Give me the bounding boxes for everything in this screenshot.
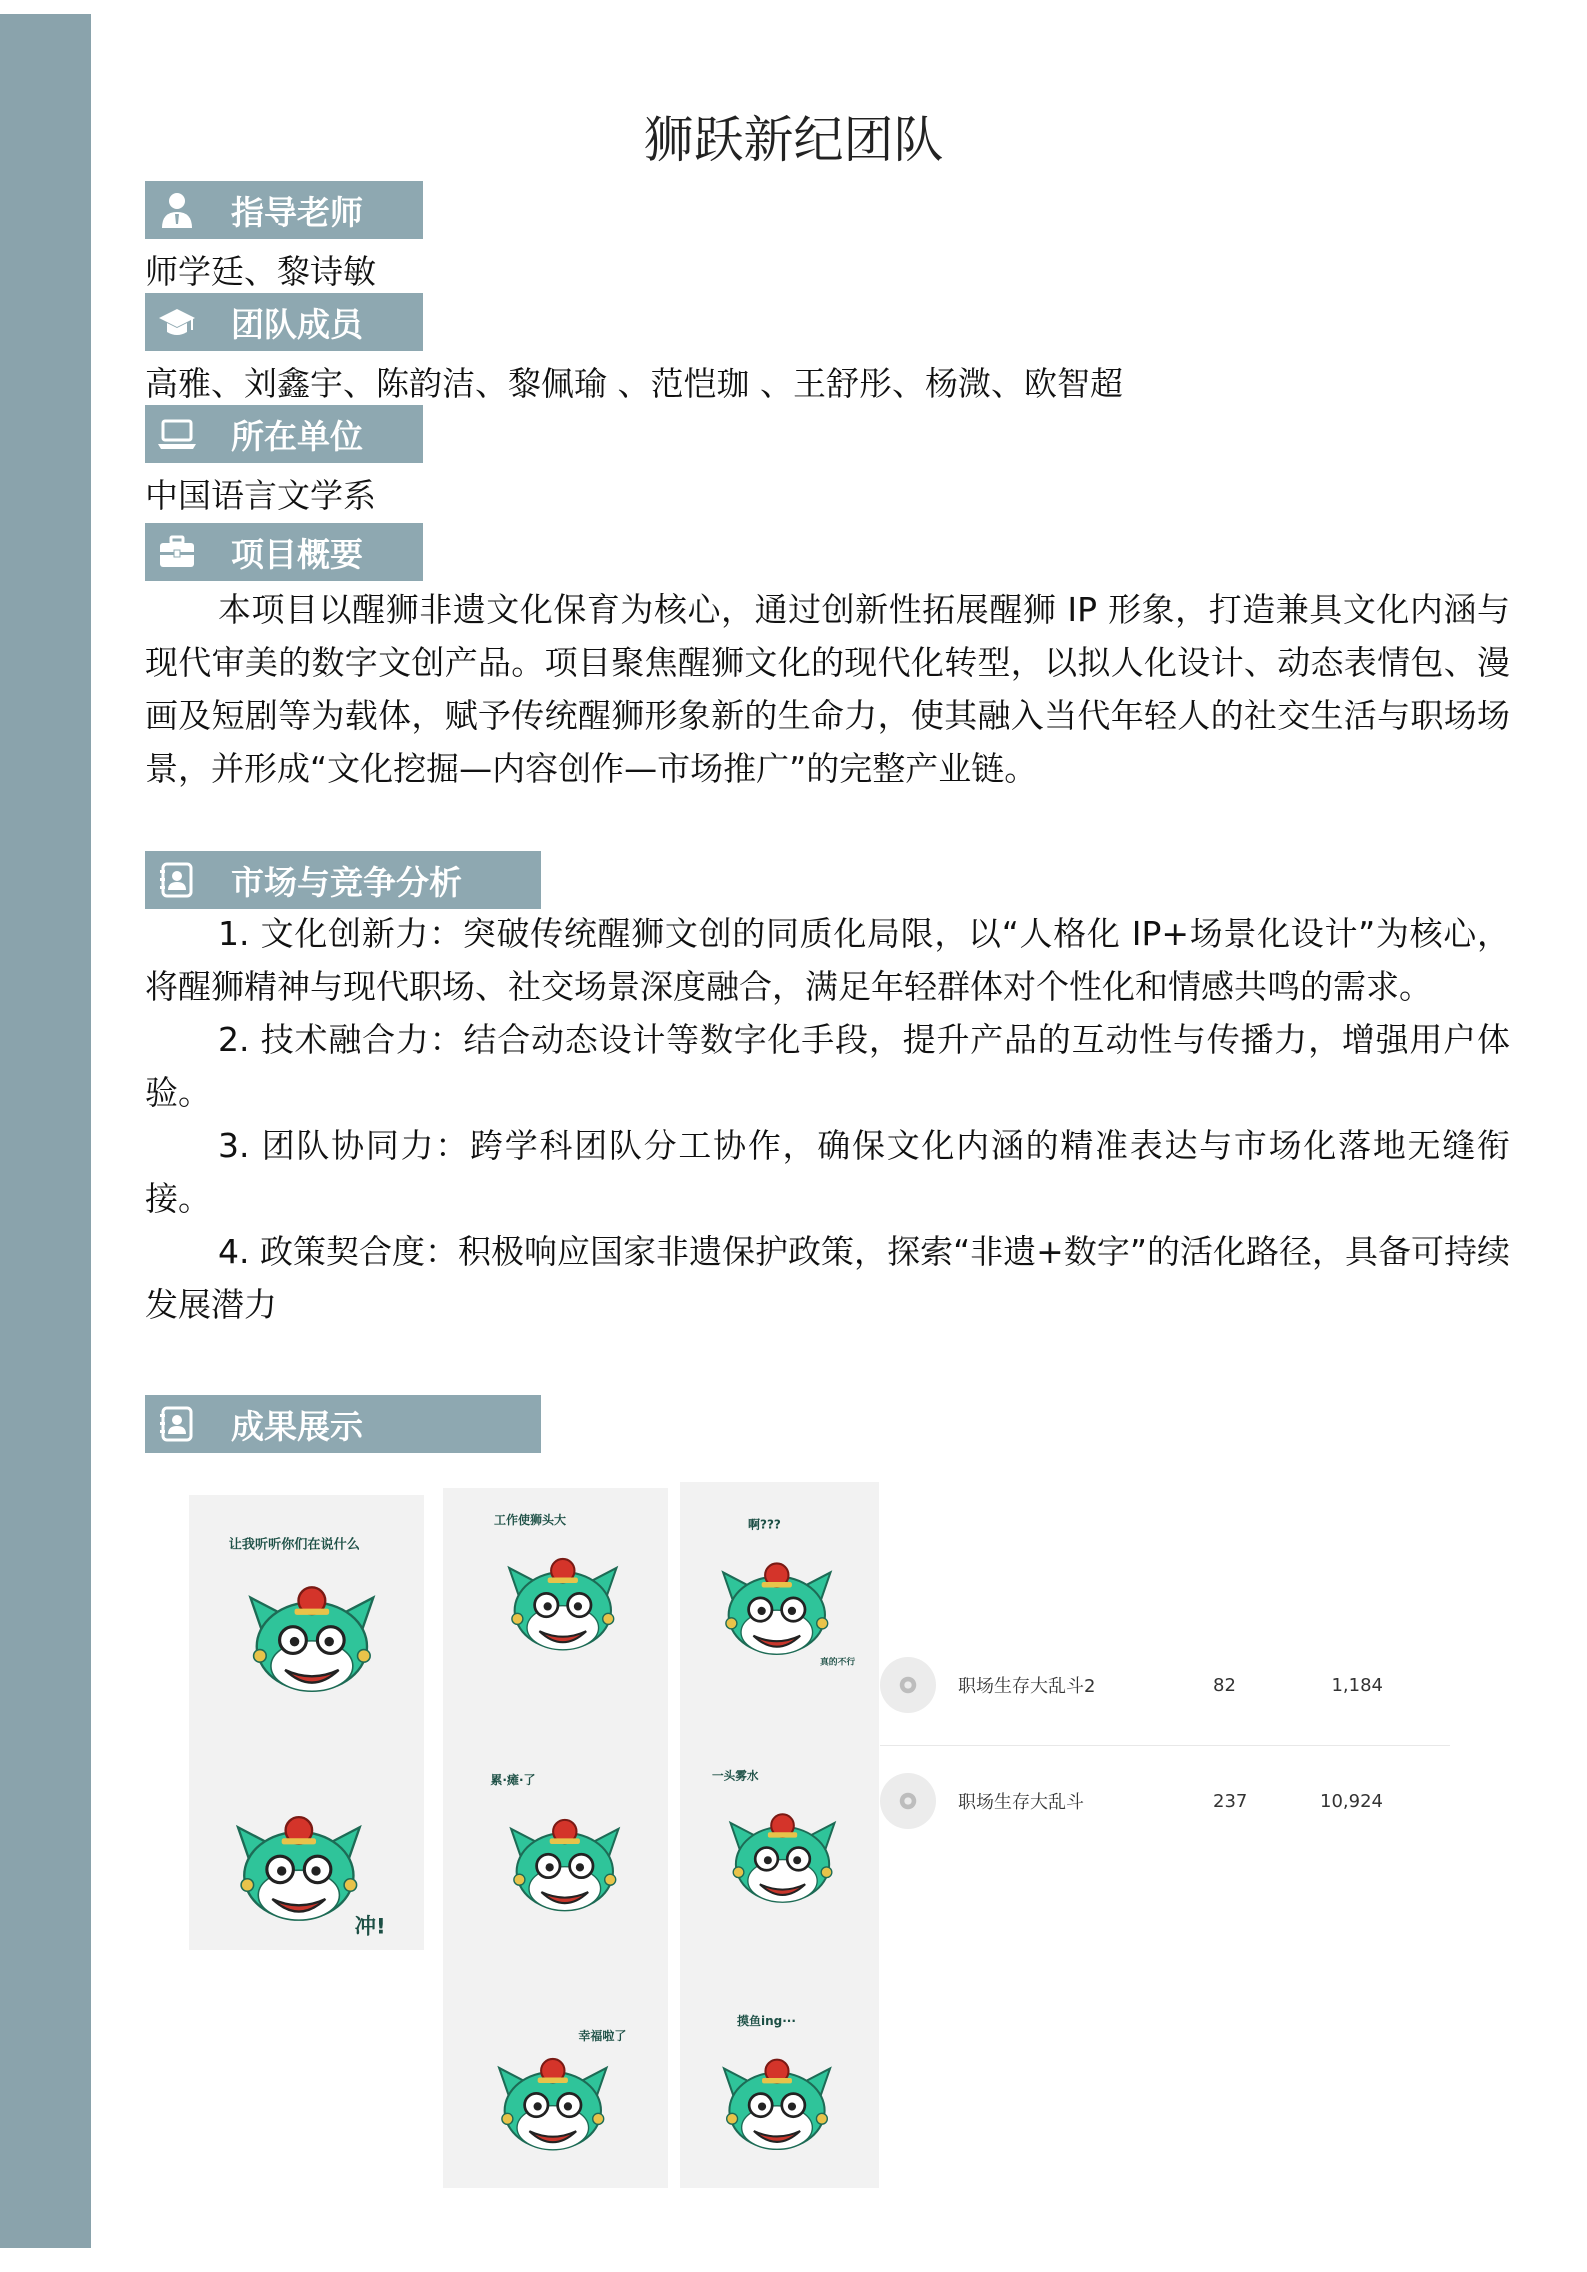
sticker-pack-row — [880, 1650, 1450, 1720]
sticker-pack-name: 职场生存大乱斗 — [958, 1792, 1084, 1813]
sticker-pack-value: 237 — [1213, 1790, 1248, 1812]
page-title: 狮跃新纪团队 — [643, 111, 944, 169]
analysis-item: 1. 文化创新力：突破传统醒狮文创的同质化局限，以“人格化 IP+场景化设计”为核心，将醒狮精神与现代职场、社交场景深度融合，满足年轻群体对个性化和情感共鸣的需求。 — [145, 914, 1510, 1006]
section-header-results — [145, 1395, 541, 1453]
contact-card-icon — [155, 858, 199, 902]
sticker-pack-value: 10,924 — [1320, 1790, 1383, 1812]
sticker-caption: 摸鱼ing··· — [737, 2014, 796, 2028]
laptop-icon — [155, 412, 199, 456]
contact-card-icon — [155, 1402, 199, 1446]
lion-sticker — [700, 1512, 860, 1677]
analysis-list — [145, 907, 1510, 1331]
sticker-caption: 工作使狮头大 — [494, 1513, 567, 1527]
briefcase-icon — [155, 530, 199, 574]
unit-name: 中国语言文学系 — [145, 476, 376, 515]
sticker-caption: 啊??? — [748, 1517, 781, 1532]
section-header-overview — [145, 523, 423, 581]
section-header-members — [145, 293, 423, 351]
lion-sticker — [220, 1532, 395, 1717]
section-header-analysis — [145, 851, 541, 909]
sticker-caption: 一头雾水 — [712, 1768, 759, 1783]
advisor-names: 师学廷、黎诗敏 — [145, 252, 376, 291]
lion-sticker — [712, 1762, 867, 1922]
person-icon — [155, 188, 199, 232]
sticker-pack-icon — [880, 1657, 936, 1713]
section-heading: 项目概要 — [231, 534, 363, 574]
analysis-item: 4. 政策契合度：积极响应国家非遗保护政策，探索“非遗+数字”的活化路径，具备可持续发展潜力 — [145, 1232, 1510, 1324]
section-heading: 团队成员 — [231, 304, 363, 344]
sticker-pack-name: 职场生存大乱斗2 — [958, 1676, 1096, 1697]
sticker-pack-row — [880, 1766, 1450, 1836]
section-heading: 所在单位 — [231, 416, 363, 456]
row-divider — [880, 1745, 1450, 1746]
overview-text: 本项目以醒狮非遗文化保育为核心，通过创新性拓展醒狮 IP 形象，打造兼具文化内涵与现代审美的数字文创产品。项目聚焦醒狮文化的现代化转型，以拟人化设计、动态表情包、漫画及短剧等为载体，赋予传统醒狮形象新的生命力，使其融入当代年轻人的社交生活与职场场景，并形成“文化挖掘—内容创作—市场推广”的完整产业链。 — [145, 590, 1510, 788]
sidebar-band — [0, 14, 91, 2248]
overview-paragraph — [145, 583, 1510, 795]
sticker-pack-value: 82 — [1213, 1674, 1236, 1696]
analysis-item: 3. 团队协同力：跨学科团队分工协作，确保文化内涵的精准表达与市场化落地无缝衔接。 — [145, 1126, 1510, 1218]
sticker-caption: 幸福啦了 — [578, 2029, 627, 2043]
lion-sticker — [705, 2008, 865, 2178]
sticker-caption: 冲! — [354, 1914, 386, 1940]
graduation-cap-icon — [155, 300, 199, 344]
member-names: 高雅、刘鑫宇、陈韵洁、黎佩瑜 、范恺珈 、王舒彤、杨溦、欧智超 — [145, 364, 1123, 403]
sticker-pack-icon — [880, 1773, 936, 1829]
section-header-unit — [145, 405, 423, 463]
analysis-item: 2. 技术融合力：结合动态设计等数字化手段，提升产品的互动性与传播力，增强用户体验。 — [145, 1020, 1510, 1112]
section-heading: 指导老师 — [231, 192, 363, 232]
lion-sticker — [482, 1508, 642, 1668]
sticker-caption: 真的不行 — [820, 1657, 856, 1668]
sticker-caption: 让我听听你们在说什么 — [228, 1537, 360, 1553]
lion-sticker — [484, 1766, 644, 1931]
section-header-advisor — [145, 181, 423, 239]
lion-sticker — [484, 2020, 644, 2180]
sticker-pack-value: 1,184 — [1331, 1674, 1383, 1696]
lion-sticker — [220, 1782, 400, 1947]
section-heading: 市场与竞争分析 — [231, 862, 462, 902]
sticker-caption: 累·瘫·了 — [490, 1773, 536, 1788]
section-heading: 成果展示 — [231, 1406, 363, 1446]
